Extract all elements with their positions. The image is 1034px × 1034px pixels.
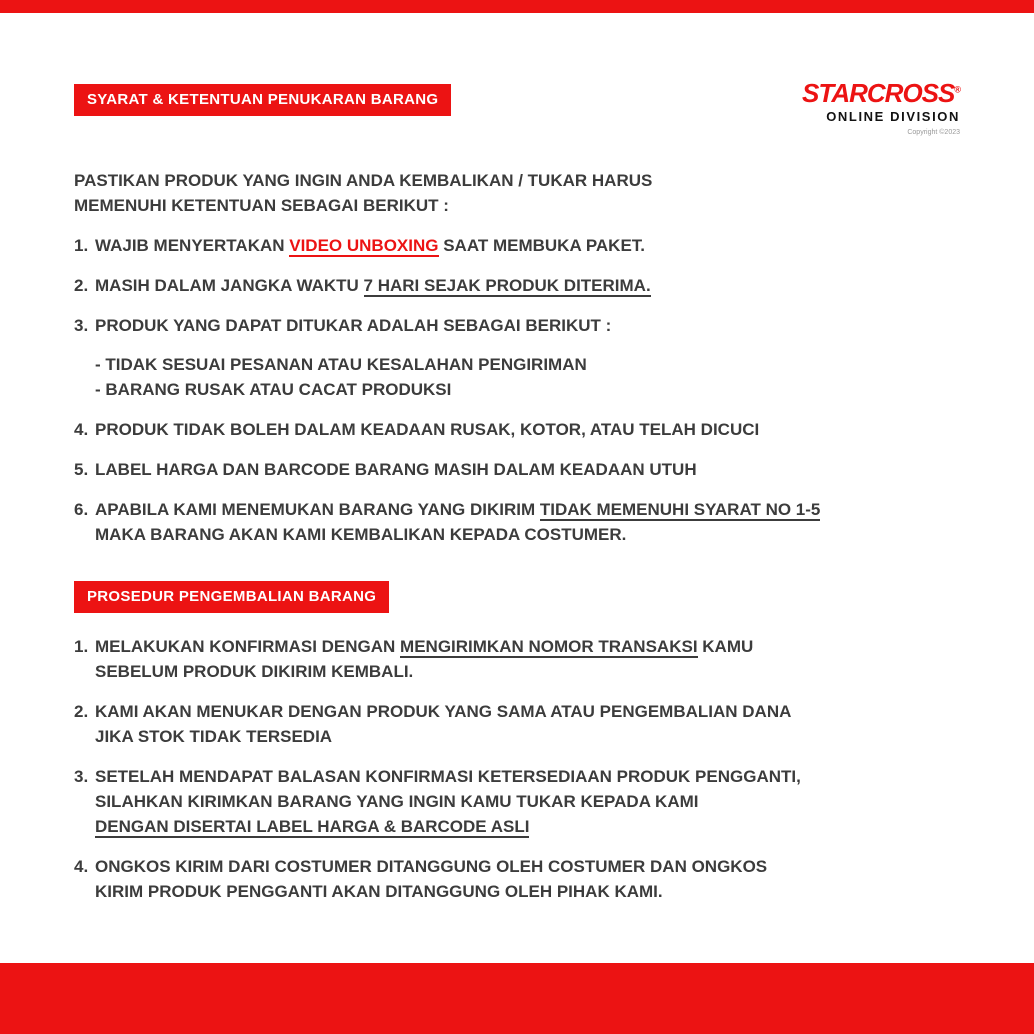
text-segment: SEBELUM PRODUK DIKIRIM KEMBALI.	[95, 662, 414, 681]
intro-line-1: PASTIKAN PRODUK YANG INGIN ANDA KEMBALIKAN / TUKAR HARUS	[74, 171, 653, 190]
item-number: 6.	[74, 500, 89, 519]
text-segment: SETELAH MENDAPAT BALASAN KONFIRMASI KETERSEDIAAN PRODUK PENGGANTI,	[95, 767, 801, 786]
top-accent-bar	[0, 0, 1034, 13]
brand-logo	[802, 80, 960, 136]
item-number: 1.	[74, 637, 89, 656]
bottom-accent-bar	[0, 963, 1034, 1034]
item-text	[95, 854, 960, 904]
text-line	[95, 417, 960, 442]
highlighted-text: VIDEO UNBOXING	[289, 236, 439, 255]
text-line	[95, 634, 960, 659]
text-segment: LABEL HARGA DAN BARCODE BARANG MASIH DALAM KEADAAN UTUH	[95, 460, 697, 479]
text-line	[95, 764, 960, 789]
brand-name	[802, 80, 960, 106]
terms-list	[74, 233, 960, 547]
item-number: 5.	[74, 460, 89, 479]
text-segment: ONGKOS KIRIM DARI COSTUMER DITANGGUNG OLEH COSTUMER DAN ONGKOS	[95, 857, 768, 876]
header-row	[74, 78, 960, 136]
text-line	[95, 457, 960, 482]
text-segment: PRODUK YANG DAPAT DITUKAR ADALAH SEBAGAI BERIKUT :	[95, 316, 612, 335]
text-segment: KAMU	[697, 637, 754, 656]
list-item	[74, 634, 960, 684]
list-item	[74, 313, 960, 402]
list-item	[74, 233, 960, 258]
text-segment: SAAT MEMBUKA PAKET.	[438, 236, 646, 255]
text-line	[95, 273, 960, 298]
text-line	[95, 659, 960, 684]
item-text	[95, 497, 960, 547]
text-line	[95, 352, 960, 377]
text-segment: KAMI AKAN MENUKAR DENGAN PRODUK YANG SAMA ATAU PENGEMBALIAN DANA	[95, 702, 792, 721]
text-line	[95, 854, 960, 879]
list-item	[74, 854, 960, 904]
text-segment: - TIDAK SESUAI PESANAN ATAU KESALAHAN PENGIRIMAN	[95, 355, 587, 374]
underlined-text: 7 HARI SEJAK PRODUK DITERIMA.	[363, 276, 651, 295]
terms-title-badge: SYARAT & KETENTUAN PENUKARAN BARANG	[74, 84, 451, 116]
procedure-list	[74, 634, 960, 904]
item-text	[95, 233, 960, 258]
text-segment: KIRIM PRODUK PENGGANTI AKAN DITANGGUNG OLEH PIHAK KAMI.	[95, 882, 663, 901]
page-content	[0, 78, 1034, 904]
intro-text	[74, 168, 960, 218]
item-text	[95, 417, 960, 442]
text-line	[95, 814, 960, 839]
underlined-text: TIDAK MEMENUHI SYARAT NO 1-5	[539, 500, 821, 519]
item-text	[95, 313, 960, 402]
list-item	[74, 417, 960, 442]
brand-division: ONLINE DIVISION	[826, 109, 960, 124]
text-line	[95, 789, 960, 814]
item-text	[95, 273, 960, 298]
item-text	[95, 634, 960, 684]
item-number: 3.	[74, 316, 89, 335]
brand-wordmark: STARCROSS	[802, 78, 955, 108]
text-segment: MELAKUKAN KONFIRMASI DENGAN	[95, 637, 401, 656]
text-segment: PRODUK TIDAK BOLEH DALAM KEADAAN RUSAK, KOTOR, ATAU TELAH DICUCI	[95, 420, 760, 439]
list-item	[74, 273, 960, 298]
item-number: 4.	[74, 420, 89, 439]
text-segment: JIKA STOK TIDAK TERSEDIA	[95, 727, 333, 746]
brand-copyright: Copyright ©2023	[907, 129, 960, 136]
item-number: 2.	[74, 702, 89, 721]
registered-mark-icon: ®	[954, 84, 960, 95]
item-number: 3.	[74, 767, 89, 786]
text-segment: APABILA KAMI MENEMUKAN BARANG YANG DIKIRIM	[95, 500, 540, 519]
text-line	[95, 377, 960, 402]
text-segment: MAKA BARANG AKAN KAMI KEMBALIKAN KEPADA COSTUMER.	[95, 525, 627, 544]
text-segment: WAJIB MENYERTAKAN	[95, 236, 290, 255]
underlined-text: DENGAN DISERTAI LABEL HARGA & BARCODE ASLI	[95, 817, 530, 836]
text-segment: MASIH DALAM JANGKA WAKTU	[95, 276, 364, 295]
item-number: 1.	[74, 236, 89, 255]
text-line	[95, 233, 960, 258]
text-line	[95, 313, 960, 338]
list-item	[74, 497, 960, 547]
item-text	[95, 764, 960, 839]
underlined-text: MENGIRIMKAN NOMOR TRANSAKSI	[400, 637, 698, 656]
text-line	[95, 497, 960, 522]
procedure-title-badge: PROSEDUR PENGEMBALIAN BARANG	[74, 581, 389, 613]
text-line	[95, 879, 960, 904]
text-line	[95, 522, 960, 547]
text-line	[95, 699, 960, 724]
text-segment: SILAHKAN KIRIMKAN BARANG YANG INGIN KAMU TUKAR KEPADA KAMI	[95, 792, 699, 811]
item-text	[95, 699, 960, 749]
list-item	[74, 764, 960, 839]
item-number: 4.	[74, 857, 89, 876]
text-segment: - BARANG RUSAK ATAU CACAT PRODUKSI	[95, 380, 452, 399]
intro-line-2: MEMENUHI KETENTUAN SEBAGAI BERIKUT :	[74, 196, 449, 215]
text-line	[95, 724, 960, 749]
list-item	[74, 699, 960, 749]
item-text	[95, 457, 960, 482]
item-number: 2.	[74, 276, 89, 295]
list-item	[74, 457, 960, 482]
